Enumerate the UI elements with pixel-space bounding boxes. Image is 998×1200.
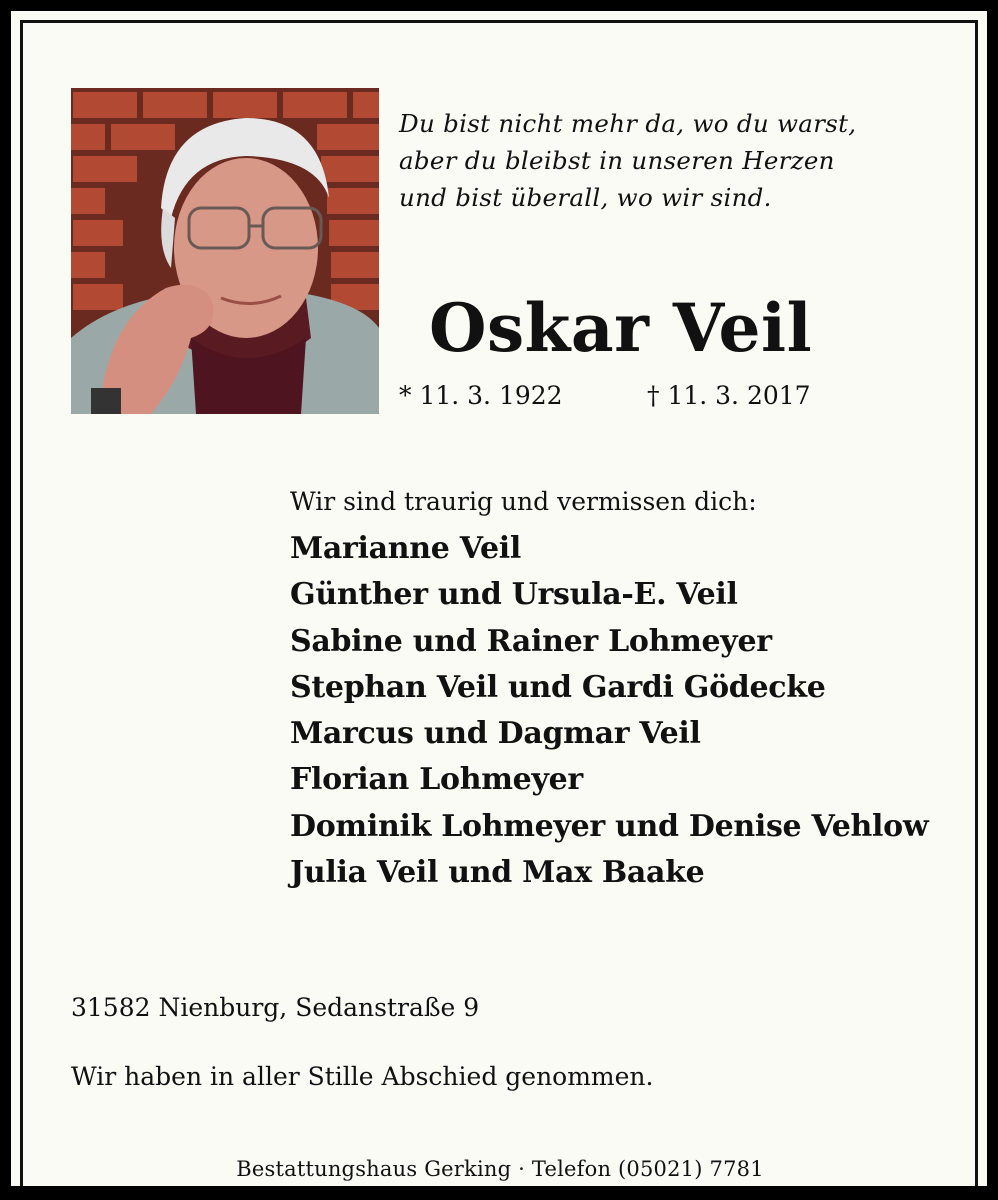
funeral-home-footer: Bestattungshaus Gerking · Telefon (05021) 7781: [180, 1157, 820, 1181]
mourners-list: [290, 526, 928, 896]
portrait-photo: [71, 88, 379, 414]
birth-date: * 11. 3. 1922: [399, 381, 563, 410]
address: 31582 Nienburg, Sedanstraße 9: [71, 993, 480, 1022]
mourner-name: Marcus und Dagmar Veil: [290, 716, 701, 752]
poem-line: und bist überall, wo wir sind.: [399, 183, 772, 212]
closing-line: Wir haben in aller Stille Abschied genommen.: [71, 1062, 654, 1091]
poem-line: aber du bleibst in unseren Herzen: [399, 146, 835, 175]
death-date: † 11. 3. 2017: [647, 381, 811, 410]
mourner-name: Sabine und Rainer Lohmeyer: [290, 623, 772, 659]
poem: [399, 105, 959, 216]
mourner-name: Julia Veil und Max Baake: [290, 855, 705, 891]
mourner-name: Stephan Veil und Gardi Gödecke: [290, 669, 826, 705]
mourner-name: Günther und Ursula-E. Veil: [290, 577, 738, 613]
poem-line: Du bist nicht mehr da, wo du warst,: [399, 109, 857, 138]
mourner-name: Florian Lohmeyer: [290, 762, 583, 798]
mourner-name: Marianne Veil: [290, 531, 521, 566]
bottom-border: [0, 1186, 998, 1200]
mourners-intro: Wir sind traurig und vermissen dich:: [290, 487, 757, 516]
deceased-name: Oskar Veil: [429, 289, 813, 367]
mourner-name: Dominik Lohmeyer und Denise Vehlow: [290, 808, 929, 844]
